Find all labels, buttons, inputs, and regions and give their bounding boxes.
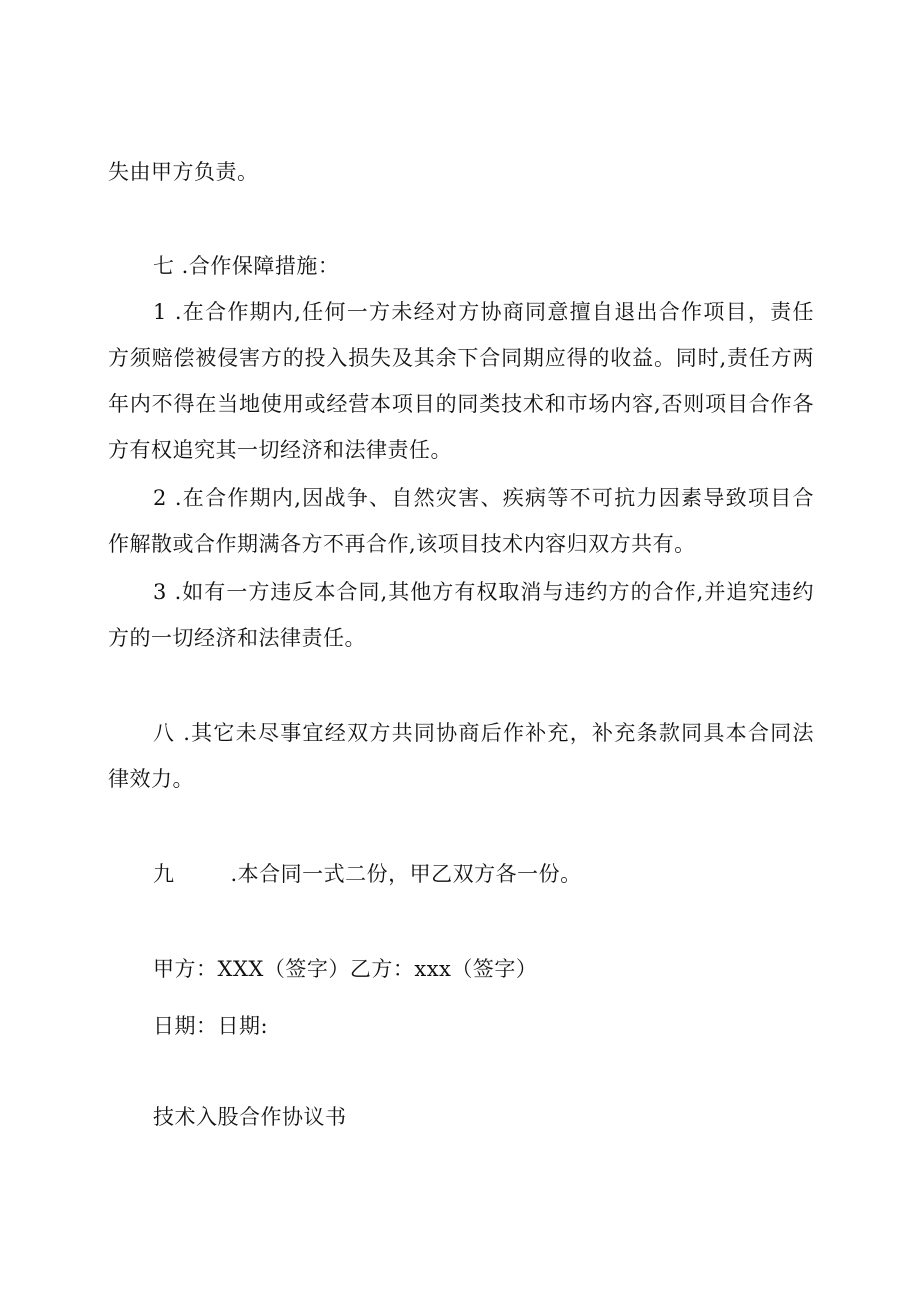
section-7-item-1-line-1: 1 .在合作期内,任何一方未经对方协商同意擅自退出合作项目，责任 [153, 300, 814, 324]
section-7-item-1-line-2: 方须赔偿被侵害方的投入损失及其余下合同期应得的收益。同时,责任方两 [108, 346, 814, 370]
signature-line: 甲方：XXX（签字）乙方：xxx（签字） [153, 957, 538, 981]
section-7-heading: 七 .合作保障措施： [153, 254, 340, 278]
section-8-line-2: 律效力。 [108, 767, 194, 791]
next-agreement-title: 技术入股合作协议书 [153, 1105, 347, 1129]
section-7-item-2-line-2: 作解散或合作期满各方不再合作,该项目技术内容归双方共有。 [108, 532, 696, 556]
section-7-item-2-line-1: 2 .在合作期内,因战争、自然灾害、疾病等不可抗力因素导致项目合 [153, 486, 814, 510]
continuation-text: 失由甲方负责。 [108, 160, 259, 184]
section-8-line-1: 八 .其它未尽事宜经双方共同协商后作补充，补充条款同具本合同法 [153, 721, 814, 745]
section-7-item-1-line-3: 年内不得在当地使用或经营本项目的同类技术和市场内容,否则项目合作各 [108, 392, 814, 416]
section-9-number: 九 [153, 862, 175, 886]
section-9 [153, 860, 582, 888]
date-line: 日期：日期: [153, 1014, 269, 1038]
section-9-text: .本合同一式二份，甲乙双方各一份。 [230, 862, 582, 886]
section-7-item-1-line-4: 方有权追究其一切经济和法律责任。 [108, 438, 452, 462]
section-7-item-3-line-2: 方的一切经济和法律责任。 [108, 626, 366, 650]
section-7-item-3-line-1: 3 .如有一方违反本合同,其他方有权取消与违约方的合作,并追究违约 [153, 580, 814, 604]
